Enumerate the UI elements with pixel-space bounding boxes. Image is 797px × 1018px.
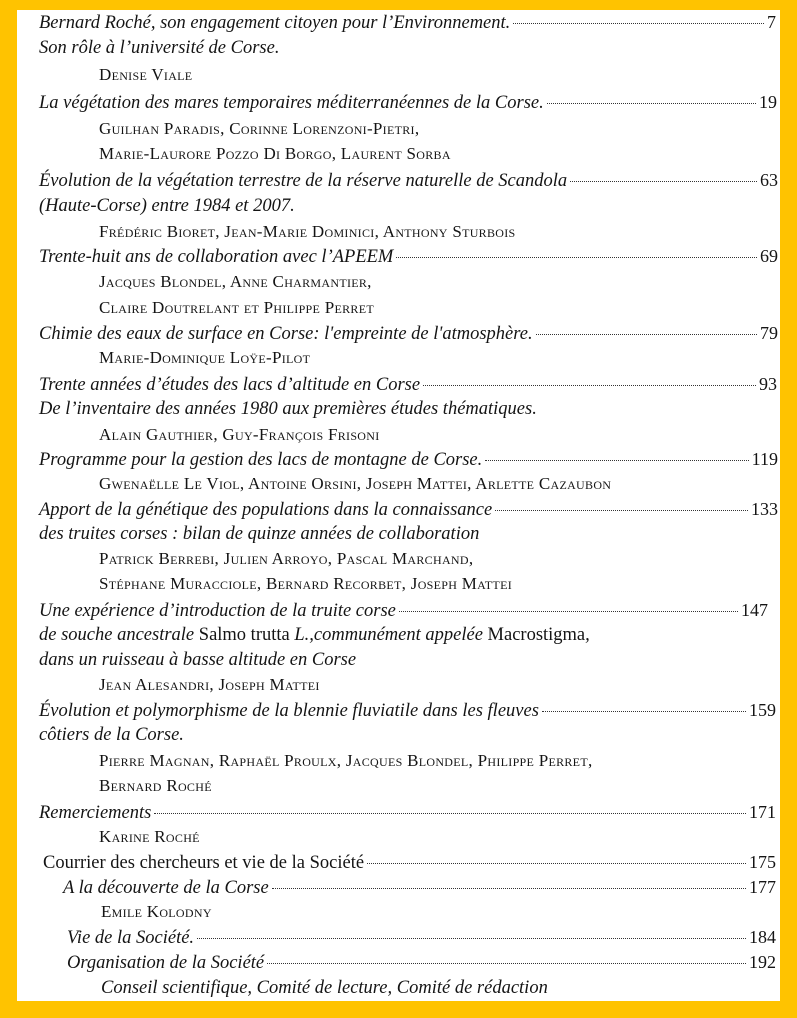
- dot-leader: [197, 938, 746, 939]
- dot-leader: [272, 888, 746, 889]
- page-number: 147: [741, 600, 768, 620]
- entry-title: Chimie des eaux de surface en Corse: l'empreinte de l'atmosphère.: [39, 324, 533, 344]
- toc-authors: [99, 348, 310, 374]
- page-number: 175: [749, 852, 776, 872]
- author-names: Karine Roché: [99, 827, 200, 846]
- page-number: 79: [760, 323, 778, 343]
- toc-entry-continuation: [39, 625, 590, 651]
- dot-leader: [570, 181, 757, 182]
- entry-title: Trente-huit ans de collaboration avec l’APEEM: [39, 247, 394, 267]
- entry-title: Vie de la Société.: [67, 928, 195, 948]
- entry-title: Apport de la génétique des populations dans la connaissance: [39, 500, 493, 520]
- toc-authors: [99, 298, 374, 324]
- page-number: 133: [751, 499, 778, 519]
- toc-authors: [99, 675, 320, 701]
- entry-title: (Haute-Corse) entre 1984 et 2007.: [39, 196, 295, 216]
- author-names: Gwenaëlle Le Viol, Antoine Orsini, Joseph Mattei, Arlette Cazaubon: [99, 474, 612, 493]
- entry-title: De l’inventaire des années 1980 aux premières études thématiques.: [39, 399, 537, 419]
- author-names: Marie-Laurore Pozzo Di Borgo, Laurent Sorba: [99, 144, 451, 163]
- toc-entry[interactable]: [63, 877, 776, 903]
- entry-title: Bernard Roché, son engagement citoyen pour l’Environnement.: [39, 13, 511, 33]
- toc-entry[interactable]: [67, 952, 776, 978]
- toc-authors: [99, 474, 611, 500]
- page-number: 184: [749, 927, 776, 947]
- author-names: Denise Viale: [99, 65, 193, 84]
- page-number: 159: [749, 700, 776, 720]
- toc-entry[interactable]: [39, 374, 777, 400]
- author-names: Guilhan Paradis, Corinne Lorenzoni-Pietri,: [99, 119, 420, 138]
- page-number: 19: [759, 92, 777, 112]
- dot-leader: [367, 863, 746, 864]
- toc-authors: [99, 776, 212, 802]
- page-number: 69: [760, 246, 778, 266]
- toc-entry[interactable]: [39, 12, 776, 38]
- author-names: Pierre Magnan, Raphaël Proulx, Jacques Blondel, Philippe Perret,: [99, 751, 593, 770]
- toc-entry[interactable]: [39, 449, 778, 475]
- toc-entry-continuation: [39, 196, 295, 222]
- page-number: 119: [751, 449, 778, 469]
- dot-leader: [154, 813, 746, 814]
- dot-leader: [399, 611, 738, 612]
- toc-authors: [99, 751, 593, 777]
- entry-title: Remerciements: [39, 803, 152, 823]
- toc-entry[interactable]: [39, 499, 778, 525]
- toc-authors: [101, 902, 212, 928]
- toc-entry-continuation: [39, 524, 479, 550]
- entry-title: Son rôle à l’université de Corse.: [39, 38, 280, 58]
- page-number: 171: [749, 802, 776, 822]
- toc-entry[interactable]: [39, 323, 778, 349]
- entry-title: des truites corses : bilan de quinze années de collaboration: [39, 524, 480, 544]
- entry-title: Courrier des chercheurs et vie de la Société: [43, 853, 365, 873]
- entry-title: Une expérience d’introduction de la truite corse: [39, 601, 396, 621]
- entry-title: La végétation des mares temporaires méditerranéennes de la Corse.: [39, 93, 544, 113]
- dot-leader: [485, 460, 748, 461]
- page-number: 7: [767, 12, 776, 32]
- author-names: Bernard Roché: [99, 776, 212, 795]
- toc-page: [17, 10, 780, 1001]
- toc-authors: [99, 222, 516, 248]
- dot-leader: [396, 257, 757, 258]
- toc-entry[interactable]: [43, 852, 776, 878]
- author-names: Jacques Blondel, Anne Charmantier,: [99, 272, 372, 291]
- author-names: Frédéric Bioret, Jean-Marie Dominici, Anthony Sturbois: [99, 222, 516, 241]
- toc-authors: [99, 574, 512, 600]
- toc-entry-continuation: [39, 650, 356, 676]
- dot-leader: [547, 103, 756, 104]
- entry-title: de souche ancestrale Salmo trutta L.,communément appelée Macrostigma,: [39, 625, 590, 645]
- toc-authors: [99, 425, 380, 451]
- toc-entry[interactable]: [39, 600, 768, 626]
- toc-entry-continuation: [39, 399, 537, 425]
- toc-entry[interactable]: [39, 802, 776, 828]
- page-number: 177: [749, 877, 776, 897]
- toc-authors: [99, 65, 192, 91]
- entry-title: Évolution et polymorphisme de la blennie fluviatile dans les fleuves: [39, 701, 539, 721]
- dot-leader: [267, 963, 746, 964]
- entry-title: A la découverte de la Corse: [63, 878, 269, 898]
- toc-authors: [99, 144, 451, 170]
- toc-entry-continuation: [39, 725, 184, 751]
- entry-title: Conseil scientifique, Comité de lecture, Comité de rédaction: [101, 978, 548, 998]
- toc-authors: [99, 827, 200, 853]
- author-names: Emile Kolodny: [101, 902, 212, 921]
- entry-title: côtiers de la Corse.: [39, 725, 184, 745]
- page-number: 63: [760, 170, 778, 190]
- author-names: Patrick Berrebi, Julien Arroyo, Pascal Marchand,: [99, 549, 474, 568]
- toc-authors: [99, 119, 419, 145]
- author-names: Jean Alesandri, Joseph Mattei: [99, 675, 320, 694]
- entry-title: Trente années d’études des lacs d’altitude en Corse: [39, 375, 421, 395]
- toc-entry[interactable]: [67, 927, 776, 953]
- page-number: 93: [759, 374, 777, 394]
- author-names: Stéphane Muracciole, Bernard Recorbet, Joseph Mattei: [99, 574, 512, 593]
- entry-title: Programme pour la gestion des lacs de montagne de Corse.: [39, 450, 483, 470]
- entry-title: Évolution de la végétation terrestre de la réserve naturelle de Scandola: [39, 171, 568, 191]
- entry-title: dans un ruisseau à basse altitude en Corse: [39, 650, 357, 670]
- author-names: Alain Gauthier, Guy-François Frisoni: [99, 425, 380, 444]
- toc-entry[interactable]: [39, 246, 778, 272]
- toc-entry[interactable]: [39, 170, 778, 196]
- entry-title: Organisation de la Société: [67, 953, 265, 973]
- toc-subentry: [101, 978, 548, 1001]
- dot-leader: [542, 711, 746, 712]
- author-names: Marie-Dominique Loÿe-Pilot: [99, 348, 311, 367]
- toc-entry-continuation: [39, 38, 279, 64]
- dot-leader: [513, 23, 764, 24]
- dot-leader: [536, 334, 757, 335]
- page-number: 192: [749, 952, 776, 972]
- toc-entry[interactable]: [39, 92, 777, 118]
- dot-leader: [495, 510, 748, 511]
- toc-authors: [99, 549, 473, 575]
- toc-entry[interactable]: [39, 700, 776, 726]
- toc-authors: [99, 272, 372, 298]
- dot-leader: [423, 385, 756, 386]
- author-names: Claire Doutrelant et Philippe Perret: [99, 298, 374, 317]
